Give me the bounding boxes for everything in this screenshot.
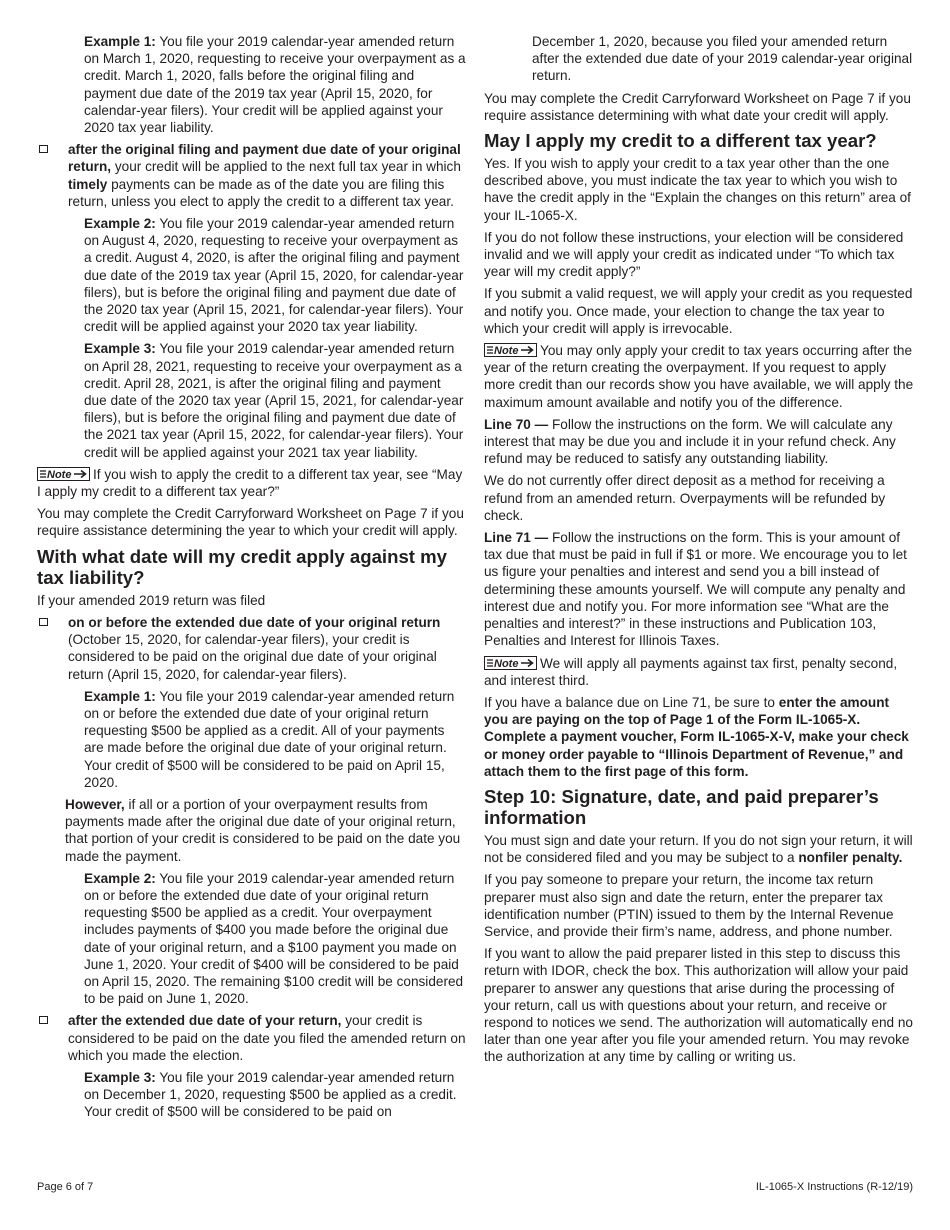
- line-70-paragraph: Line 70 — Follow the instructions on the form. We will calculate any interest that may be due you and include it in your refund check. Any refund may be reduced to satisfy any outstanding liability.: [484, 416, 896, 467]
- body-paragraph: If you submit a valid request, we will apply your credit as you requested and notify you. Once made, your election to change the tax year to which your credit will apply is irrevocable.: [484, 286, 913, 336]
- section-heading-step10: Step 10: Signature, date, and paid preparer’s information: [484, 785, 879, 828]
- section-heading-different-year: May I apply my credit to a different tax year?: [484, 130, 877, 152]
- example-paragraph: Example 3: You file your 2019 calendar-year amended return on April 28, 2021, requesting to receive your overpayment as a credit. April 28, 2021, is after the original filing and payment due date of the 2020 tax year (April 15, 2021, for calendar-year filers), but is before the original filing and payment due date of the 2021 tax year (April 15, 2022, for calendar-year filers). Your credit will be applied against your 2021 tax year liability.: [84, 341, 464, 460]
- footer-form-id: IL-1065-X Instructions (R-12/19): [755, 1181, 913, 1193]
- example-paragraph: Example 1: You file your 2019 calendar-year amended return on March 1, 2020, requesting to receive your overpayment as a credit. March 1, 2020, falls before the original filing and payment due date of the 2019 tax year (April 15, 2020, for calendar-year filers). Your credit will be applied against your 2020 tax year liability.: [84, 34, 466, 136]
- note-paragraph: If you wish to apply the credit to a different tax year, see “May I apply my credit to a different tax year?”: [37, 466, 463, 500]
- body-paragraph: If you do not follow these instructions, your election will be considered invalid and we will apply your credit as indicated under “To which tax year will my credit apply?”: [484, 229, 904, 280]
- note-icon: [484, 656, 537, 670]
- filed-intro: If your amended 2019 return was filed: [37, 592, 266, 608]
- note-icon: [37, 467, 90, 481]
- carryforward-paragraph: You may complete the Credit Carryforward Worksheet on Page 7 if you require assistance determining with what date your credit will apply.: [484, 90, 911, 123]
- example-paragraph: Example 2: You file your 2019 calendar-year amended return on August 4, 2020, requesting to receive your overpayment as a credit. August 4, 2020, is after the original filing and payment due date of the 2019 tax year (April 15, 2020, for calendar-year filers), but is before the original filing and payment due date of the 2020 tax year (April 15, 2021, for calendar-year filers). Your credit will be applied against your 2020 tax year liability.: [84, 216, 464, 335]
- body-paragraph: If you pay someone to prepare your return, the income tax return preparer must also sign and date the return, enter the preparer tax identification number (PTIN) issued to them by the Internal Revenue Service, and provide their firm’s name, address, and phone number.: [484, 872, 894, 939]
- line-71-paragraph: Line 71 — Follow the instructions on the form. This is your amount of tax due that must be paid in full if $1 or more. We encourage you to let us figure your penalties and interest and send you a bill instead of determining these amounts yourself. We will compute any penalty and interest due and notify you. For more information see “What are the penalties and interest?” in these instructions and Publication 103, Penalties and Interest for Illinois Taxes.: [484, 530, 907, 649]
- note-paragraph: We will apply all payments against tax first, penalty second, and interest third.: [484, 655, 898, 688]
- balance-paragraph: If you have a balance due on Line 71, be sure to enter the amount you are paying on the top of Page 1 of the Form IL-1065-X. Complete a payment voucher, Form IL-1065-X-V, make your check or money order payable to “Illinois Department of Revenue,” and attach them to the first page of this form.: [484, 694, 909, 779]
- checkbox-item: [37, 614, 467, 683]
- checkbox-icon: [39, 145, 48, 153]
- example-paragraph: Example 3: You file your 2019 calendar-year amended return on December 1, 2020, requesting $500 be applied as a credit. Your credit of $500 will be considered to be paid on: [84, 1069, 457, 1120]
- checkbox-item-text: after the extended due date of your return, your credit is considered to be paid on the date you filed the amended return on which you made the election.: [68, 1013, 466, 1063]
- footer-page-number: Page 6 of 7: [37, 1181, 94, 1193]
- example-paragraph: Example 1: You file your 2019 calendar-year amended return on or before the extended due date of your original return requesting $500 be applied as a credit. All of your payments are made before the original due date of your original return. Your credit of $500 will be considered to be paid on April 15, 2020.: [84, 688, 455, 790]
- body-paragraph: You must sign and date your return. If you do not sign your return, it will not be considered filed and you may be subject to a nonfiler penalty.: [484, 832, 913, 866]
- checkbox-item: [37, 1012, 467, 1064]
- checkbox-item-text: on or before the extended due date of your original return (October 15, 2020, for calendar-year filers), your credit is considered to be paid on the original due date of your original return (April 15, 2020, for calendar-year filers).: [68, 614, 441, 682]
- carryforward-paragraph: You may complete the Credit Carryforward Worksheet on Page 7 if you require assistance determining the year to which your credit will apply.: [37, 506, 464, 539]
- note-icon: [484, 343, 537, 357]
- checkbox-icon: [39, 618, 48, 626]
- example-paragraph: Example 2: You file your 2019 calendar-year amended return on or before the extended due date of your original return requesting $500 be applied as a credit. Your overpayment includes payments of $400 you made before the original due date of your original return, and a $100 payment you made on June 1, 2020. Your credit of $400 will be considered to be paid on April 15, 2020. The remaining $100 credit will be considered to be paid on June 1, 2020.: [84, 870, 464, 1007]
- left-column: [37, 33, 467, 1126]
- checkbox-icon: [39, 1016, 48, 1024]
- body-paragraph: We do not currently offer direct deposit as a method for receiving a refund from an amended return. Overpayments will be refunded by check.: [484, 473, 886, 523]
- body-paragraph: Yes. If you wish to apply your credit to a tax year other than the one described above, you must indicate the tax year to which you wish to have the credit apply in the “Explain the changes on this return” area of your IL-1065-X.: [484, 156, 911, 223]
- checkbox-item: [37, 141, 467, 210]
- section-heading-credit-date: With what date will my credit apply against my tax liability?: [37, 545, 448, 588]
- body-paragraph: If you want to allow the paid preparer listed in this step to discuss this return with IDOR, check the box. This authorization will allow your paid preparer to answer any questions that arise during the processing of your return, call us with questions about your return, and receive or respond to notices we send. The authorization will automatically end no later than one year after you file your amended return. You may revoke the authorization at any time by calling or writing us.: [484, 946, 913, 1065]
- note-paragraph: You may only apply your credit to tax years occurring after the year of the return creating the overpayment. If you request to apply more credit than our records show you have available, we will apply the maximum amount available and notify you of the difference.: [484, 343, 914, 410]
- checkbox-item-text: after the original filing and payment due date of your original return, your credit will be applied to the next full tax year in which timely payments can be made as of the date you are filing this return, unless you elect to apply the credit to a different tax year.: [68, 142, 461, 209]
- continued-example: December 1, 2020, because you filed your amended return after the extended due date of your 2019 calendar-year original return.: [532, 34, 913, 84]
- however-paragraph: However, if all or a portion of your overpayment results from payments made after the original due date of your original return, that portion of your credit is considered to be paid on the date you made the payment.: [65, 796, 461, 864]
- right-column: [484, 33, 914, 1071]
